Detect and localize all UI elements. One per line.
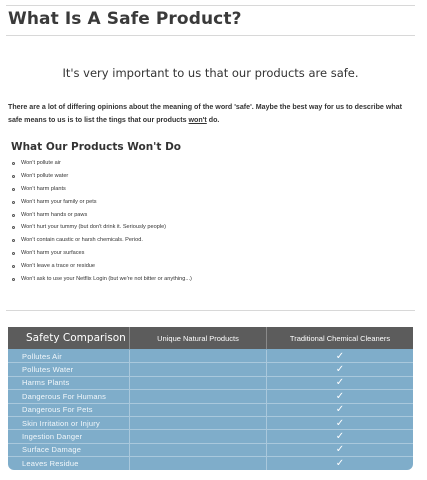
list-item-label: Won't harm your family or pets bbox=[21, 198, 97, 205]
bullet-icon bbox=[12, 278, 15, 281]
bullet-icon bbox=[12, 252, 15, 255]
list-item-label: Won't pollute water bbox=[21, 172, 69, 179]
list-item bbox=[12, 234, 192, 247]
natural-cell bbox=[129, 430, 266, 442]
title-divider bbox=[6, 35, 415, 36]
intro-underlined-word: won't bbox=[188, 116, 207, 124]
list-item bbox=[12, 209, 192, 222]
bullet-icon bbox=[12, 188, 15, 191]
check-icon: ✓ bbox=[266, 390, 413, 402]
row-label: Dangerous For Humans bbox=[22, 391, 107, 401]
page-title: What Is A Safe Product? bbox=[8, 9, 242, 29]
table-header bbox=[8, 327, 413, 349]
bullet-icon bbox=[12, 226, 15, 229]
row-label: Leaves Residue bbox=[22, 458, 79, 468]
check-icon: ✓ bbox=[266, 430, 413, 442]
header-chemical-cleaners: Traditional Chemical Cleaners bbox=[266, 327, 413, 349]
table-row bbox=[8, 363, 413, 376]
check-icon: ✓ bbox=[266, 404, 413, 416]
intro-text-start: There are a lot of differing opinions about the meaning of the word 'safe'. Maybe the best way for us to describe what safe means to us is to list the tings that our products bbox=[8, 103, 402, 124]
check-icon: ✓ bbox=[266, 350, 413, 362]
list-item-label: Won't harm hands or paws bbox=[21, 211, 88, 218]
bullet-icon bbox=[12, 201, 15, 204]
table-row bbox=[8, 417, 413, 430]
natural-cell bbox=[129, 404, 266, 416]
list-item-label: Won't contain caustic or harsh chemicals. Period. bbox=[21, 237, 143, 244]
row-label: Skin Irritation or Injury bbox=[22, 418, 100, 428]
header-safety-comparison: Safety Comparison bbox=[26, 332, 126, 344]
table-row bbox=[8, 377, 413, 390]
natural-cell bbox=[129, 377, 266, 389]
list-item bbox=[12, 196, 192, 209]
list-item bbox=[12, 221, 192, 234]
table-body bbox=[8, 350, 413, 470]
bullet-icon bbox=[12, 265, 15, 268]
list-item-label: Won't harm your surfaces bbox=[21, 250, 85, 257]
bullet-icon bbox=[12, 239, 15, 242]
safety-comparison-table bbox=[8, 327, 413, 470]
header-natural-products: Unique Natural Products bbox=[129, 327, 266, 349]
top-divider bbox=[6, 5, 415, 6]
list-item bbox=[12, 183, 192, 196]
list-item bbox=[12, 170, 192, 183]
row-label: Pollutes Water bbox=[22, 365, 74, 375]
check-icon: ✓ bbox=[266, 377, 413, 389]
natural-cell bbox=[129, 417, 266, 429]
natural-cell bbox=[129, 444, 266, 456]
list-item bbox=[12, 247, 192, 260]
list-item bbox=[12, 273, 192, 286]
row-label: Dangerous For Pets bbox=[22, 405, 93, 415]
wont-list bbox=[12, 157, 192, 286]
bullet-icon bbox=[12, 162, 15, 165]
table-row bbox=[8, 444, 413, 457]
check-icon: ✓ bbox=[266, 444, 413, 456]
intro-paragraph bbox=[8, 101, 410, 127]
list-item-label: Won't leave a trace or residue bbox=[21, 263, 96, 270]
table-row bbox=[8, 430, 413, 443]
check-icon: ✓ bbox=[266, 363, 413, 375]
natural-cell bbox=[129, 350, 266, 362]
row-label: Ingestion Danger bbox=[22, 432, 83, 442]
natural-cell bbox=[129, 363, 266, 375]
tagline: It's very important to us that our products are safe. bbox=[62, 66, 359, 80]
list-item-label: Won't harm plants bbox=[21, 185, 66, 192]
intro-text-end: do. bbox=[206, 116, 220, 124]
natural-cell bbox=[129, 457, 266, 469]
row-label: Pollutes Air bbox=[22, 351, 62, 361]
wont-section-title: What Our Products Won't Do bbox=[11, 141, 181, 153]
bullet-icon bbox=[12, 175, 15, 178]
row-label: Harms Plants bbox=[22, 378, 70, 388]
list-item bbox=[12, 157, 192, 170]
list-item-label: Won't hurt your tummy (but don't drink it. Seriously people) bbox=[21, 224, 167, 231]
table-row bbox=[8, 350, 413, 363]
list-item-label: Won't pollute air bbox=[21, 160, 61, 166]
table-row bbox=[8, 404, 413, 417]
table-row bbox=[8, 390, 413, 403]
natural-cell bbox=[129, 390, 266, 402]
check-icon: ✓ bbox=[266, 457, 413, 469]
row-label: Surface Damage bbox=[22, 445, 82, 455]
list-item-label: Won't ask to use your Netflix Login (but we're not bitter or anything...) bbox=[21, 276, 192, 283]
section-divider bbox=[6, 310, 415, 311]
list-item bbox=[12, 260, 192, 273]
check-icon: ✓ bbox=[266, 417, 413, 429]
table-row bbox=[8, 457, 413, 470]
bullet-icon bbox=[12, 214, 15, 217]
